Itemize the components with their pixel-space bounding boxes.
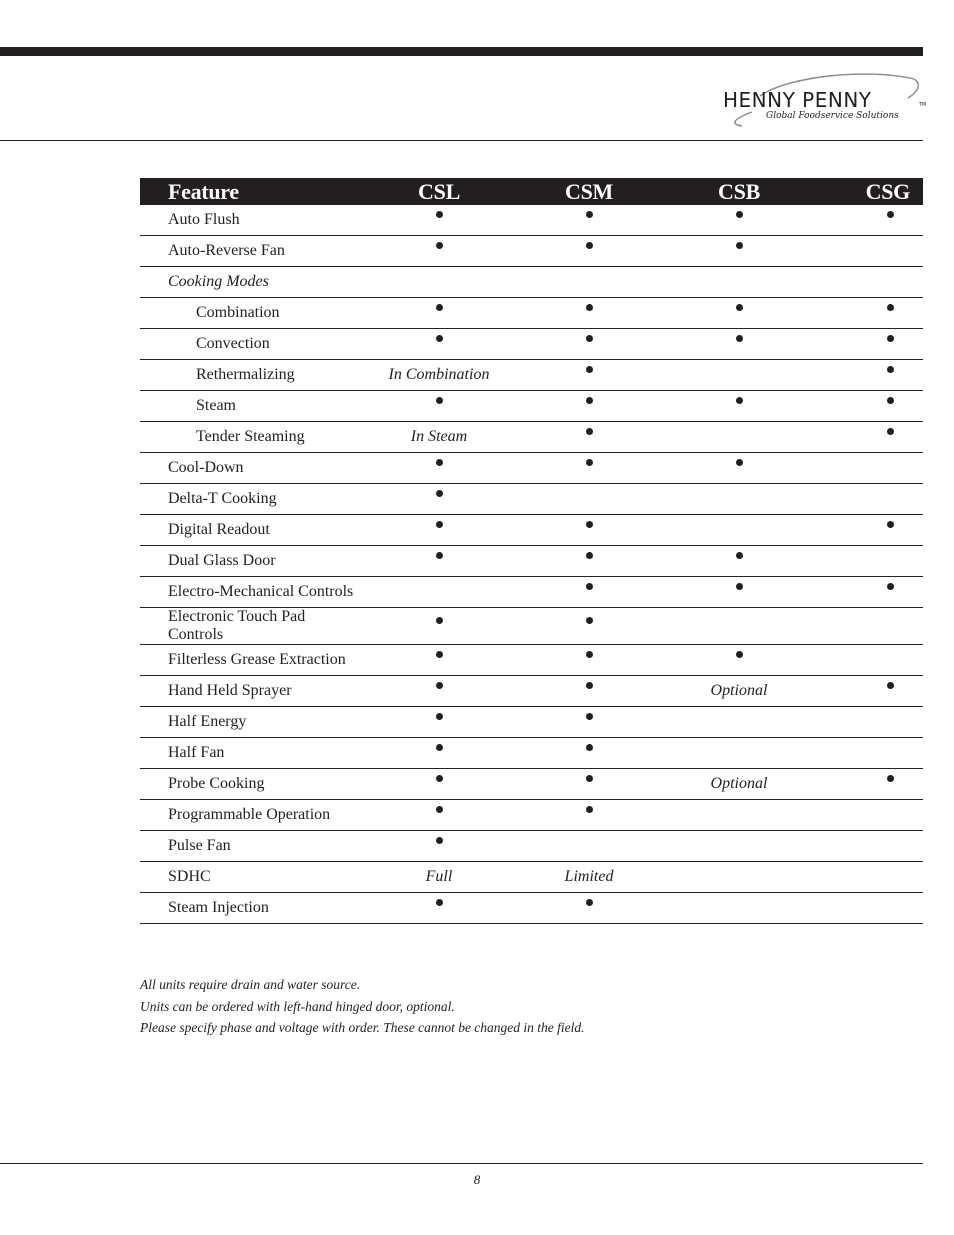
note-line: All units require drain and water source. (140, 977, 361, 992)
table-row (140, 391, 923, 422)
bullet-dot-icon (736, 397, 743, 404)
bullet-dot-icon (586, 521, 593, 528)
feature-cell (516, 608, 662, 645)
bullet-dot-icon (887, 521, 894, 528)
table-row (140, 676, 923, 707)
feature-cell (516, 422, 662, 453)
bullet-dot-icon (887, 211, 894, 218)
table-row (140, 738, 923, 769)
feature-cell-empty (816, 546, 923, 577)
table-header-row (140, 178, 923, 205)
feature-cell (516, 453, 662, 484)
feature-cell (362, 800, 516, 831)
table-row (140, 707, 923, 738)
feature-label: Probe Cooking (140, 769, 362, 800)
bullet-dot-icon (736, 242, 743, 249)
feature-cell (516, 205, 662, 236)
table-row (140, 422, 923, 453)
feature-cell (362, 298, 516, 329)
feature-cell (816, 360, 923, 391)
feature-cell-empty (816, 862, 923, 893)
bullet-dot-icon (586, 335, 593, 342)
page-number: 8 (473, 1172, 481, 1187)
feature-cell (516, 360, 662, 391)
feature-cell (362, 546, 516, 577)
column-header-feature: Feature (140, 178, 362, 205)
bullet-dot-icon (736, 211, 743, 218)
feature-cell-empty (516, 484, 662, 515)
bullet-dot-icon (736, 651, 743, 658)
bullet-dot-icon (436, 304, 443, 311)
feature-cell (516, 676, 662, 707)
feature-cell (516, 893, 662, 924)
table-row (140, 577, 923, 608)
feature-cell (516, 546, 662, 577)
table-row (140, 453, 923, 484)
table-row (140, 329, 923, 360)
feature-cell-empty (816, 267, 923, 298)
feature-label: Digital Readout (140, 515, 362, 546)
bullet-dot-icon (586, 366, 593, 373)
feature-label: Programmable Operation (140, 800, 362, 831)
bullet-dot-icon (586, 211, 593, 218)
bullet-dot-icon (436, 713, 443, 720)
feature-cell-empty (816, 893, 923, 924)
feature-cell-empty (662, 360, 816, 391)
feature-cell (816, 205, 923, 236)
feature-cell (362, 645, 516, 676)
feature-cell-empty (362, 577, 516, 608)
feature-cell-text: Optional (662, 676, 816, 707)
feature-cell-empty (662, 515, 816, 546)
feature-label: Pulse Fan (140, 831, 362, 862)
bullet-dot-icon (887, 775, 894, 782)
feature-cell (662, 577, 816, 608)
bullet-dot-icon (586, 744, 593, 751)
table-row (140, 831, 923, 862)
feature-label: Electronic Touch Pad Controls (140, 608, 362, 645)
feature-cell-empty (662, 422, 816, 453)
feature-cell (516, 515, 662, 546)
feature-label: Half Energy (140, 707, 362, 738)
henny-penny-logo (718, 72, 928, 128)
feature-label: Combination (140, 298, 362, 329)
feature-cell (662, 391, 816, 422)
bullet-dot-icon (586, 713, 593, 720)
table-row (140, 893, 923, 924)
notes (140, 974, 585, 1039)
feature-cell (816, 298, 923, 329)
feature-label: Tender Steaming (140, 422, 362, 453)
feature-cell (362, 453, 516, 484)
bullet-dot-icon (586, 397, 593, 404)
feature-cell (362, 608, 516, 645)
bullet-dot-icon (436, 682, 443, 689)
feature-label: Steam Injection (140, 893, 362, 924)
bullet-dot-icon (887, 583, 894, 590)
feature-cell-empty (662, 862, 816, 893)
column-header-csl: CSL (362, 178, 516, 205)
feature-cell (662, 205, 816, 236)
feature-label: Hand Held Sprayer (140, 676, 362, 707)
feature-label: Cool-Down (140, 453, 362, 484)
bullet-dot-icon (586, 651, 593, 658)
feature-cell-empty (816, 738, 923, 769)
table-row (140, 484, 923, 515)
feature-cell (662, 298, 816, 329)
bullet-dot-icon (436, 617, 443, 624)
feature-cell-text: Full (362, 862, 516, 893)
feature-label: SDHC (140, 862, 362, 893)
feature-cell (362, 769, 516, 800)
feature-cell (516, 236, 662, 267)
table-row (140, 267, 923, 298)
feature-cell-text: Optional (662, 769, 816, 800)
bullet-dot-icon (586, 552, 593, 559)
feature-cell (662, 236, 816, 267)
feature-label: Cooking Modes (140, 267, 362, 298)
feature-cell-empty (816, 645, 923, 676)
column-header-csg: CSG (816, 178, 923, 205)
feature-cell (662, 546, 816, 577)
bullet-dot-icon (436, 490, 443, 497)
feature-cell (516, 707, 662, 738)
bullet-dot-icon (436, 744, 443, 751)
bullet-dot-icon (586, 682, 593, 689)
logo-trademark: TM (919, 102, 927, 108)
feature-cell-empty (662, 484, 816, 515)
bullet-dot-icon (586, 242, 593, 249)
bullet-dot-icon (436, 837, 443, 844)
feature-cell (362, 893, 516, 924)
feature-cell (362, 236, 516, 267)
bullet-dot-icon (586, 583, 593, 590)
feature-label: Delta-T Cooking (140, 484, 362, 515)
bullet-dot-icon (887, 682, 894, 689)
feature-cell-empty (662, 707, 816, 738)
footer-divider (0, 1163, 923, 1164)
feature-cell (362, 676, 516, 707)
table-row (140, 769, 923, 800)
feature-cell (816, 769, 923, 800)
column-header-csm: CSM (516, 178, 662, 205)
table-body (140, 205, 923, 924)
column-header-csb: CSB (662, 178, 816, 205)
feature-cell-text: In Steam (362, 422, 516, 453)
feature-label: Electro-Mechanical Controls (140, 577, 362, 608)
feature-cell-empty (816, 453, 923, 484)
feature-cell (816, 577, 923, 608)
feature-cell-empty (662, 608, 816, 645)
feature-cell-empty (662, 267, 816, 298)
bullet-dot-icon (436, 899, 443, 906)
feature-cell (362, 205, 516, 236)
bullet-dot-icon (887, 304, 894, 311)
feature-cell (362, 707, 516, 738)
table-row (140, 800, 923, 831)
feature-cell (516, 645, 662, 676)
feature-cell-empty (516, 267, 662, 298)
bullet-dot-icon (586, 304, 593, 311)
bullet-dot-icon (736, 304, 743, 311)
bullet-dot-icon (736, 583, 743, 590)
feature-cell-text: Limited (516, 862, 662, 893)
feature-cell-empty (362, 267, 516, 298)
feature-cell-text: In Combination (362, 360, 516, 391)
feature-cell (516, 738, 662, 769)
feature-label: Rethermalizing (140, 360, 362, 391)
feature-cell-empty (816, 484, 923, 515)
feature-cell (516, 577, 662, 608)
feature-cell (816, 422, 923, 453)
bullet-dot-icon (887, 428, 894, 435)
bullet-dot-icon (586, 428, 593, 435)
feature-cell-empty (662, 738, 816, 769)
feature-cell (362, 391, 516, 422)
bullet-dot-icon (887, 366, 894, 373)
feature-cell (516, 800, 662, 831)
feature-cell (516, 298, 662, 329)
feature-label: Steam (140, 391, 362, 422)
table-row (140, 862, 923, 893)
feature-cell-empty (662, 831, 816, 862)
feature-cell (362, 329, 516, 360)
feature-cell (362, 484, 516, 515)
feature-cell-empty (816, 831, 923, 862)
feature-cell (662, 329, 816, 360)
logo-tagline: Global Foodservice Solutions (766, 111, 899, 121)
bullet-dot-icon (436, 521, 443, 528)
table-row (140, 645, 923, 676)
feature-label: Dual Glass Door (140, 546, 362, 577)
table-row (140, 298, 923, 329)
table-row (140, 360, 923, 391)
header-divider (0, 140, 923, 141)
table-row (140, 515, 923, 546)
feature-cell (816, 515, 923, 546)
note-line: Units can be ordered with left-hand hinged door, optional. (140, 998, 455, 1014)
table-row (140, 608, 923, 645)
feature-label: Auto-Reverse Fan (140, 236, 362, 267)
feature-cell (516, 329, 662, 360)
logo-name: HENNY PENNY (723, 88, 872, 112)
feature-cell-empty (662, 893, 816, 924)
top-bar (0, 47, 923, 56)
table-row (140, 236, 923, 267)
bullet-dot-icon (436, 459, 443, 466)
bullet-dot-icon (736, 459, 743, 466)
bullet-dot-icon (436, 242, 443, 249)
feature-cell (816, 329, 923, 360)
bullet-dot-icon (436, 806, 443, 813)
feature-cell-empty (816, 236, 923, 267)
bullet-dot-icon (586, 899, 593, 906)
feature-label: Auto Flush (140, 205, 362, 236)
bullet-dot-icon (586, 617, 593, 624)
bullet-dot-icon (887, 397, 894, 404)
bullet-dot-icon (586, 459, 593, 466)
feature-cell (362, 831, 516, 862)
table-row (140, 546, 923, 577)
feature-cell-empty (816, 707, 923, 738)
bullet-dot-icon (736, 335, 743, 342)
feature-cell (362, 515, 516, 546)
feature-cell-empty (816, 800, 923, 831)
table-row (140, 205, 923, 236)
bullet-dot-icon (436, 335, 443, 342)
bullet-dot-icon (436, 552, 443, 559)
feature-cell-empty (516, 831, 662, 862)
bullet-dot-icon (586, 806, 593, 813)
feature-label: Convection (140, 329, 362, 360)
feature-label: Filterless Grease Extraction (140, 645, 362, 676)
bullet-dot-icon (887, 335, 894, 342)
feature-cell-empty (662, 800, 816, 831)
bullet-dot-icon (736, 552, 743, 559)
feature-cell-empty (816, 608, 923, 645)
feature-cell (662, 453, 816, 484)
feature-cell (362, 738, 516, 769)
bullet-dot-icon (436, 211, 443, 218)
bullet-dot-icon (436, 397, 443, 404)
feature-cell (816, 676, 923, 707)
feature-label: Half Fan (140, 738, 362, 769)
feature-cell (516, 769, 662, 800)
note-line: Please specify phase and voltage with order. These cannot be changed in the field. (140, 1020, 585, 1035)
bullet-dot-icon (436, 651, 443, 658)
bullet-dot-icon (586, 775, 593, 782)
bullet-dot-icon (436, 775, 443, 782)
feature-cell (662, 645, 816, 676)
feature-comparison-table (140, 178, 923, 924)
feature-cell (516, 391, 662, 422)
feature-cell (816, 391, 923, 422)
